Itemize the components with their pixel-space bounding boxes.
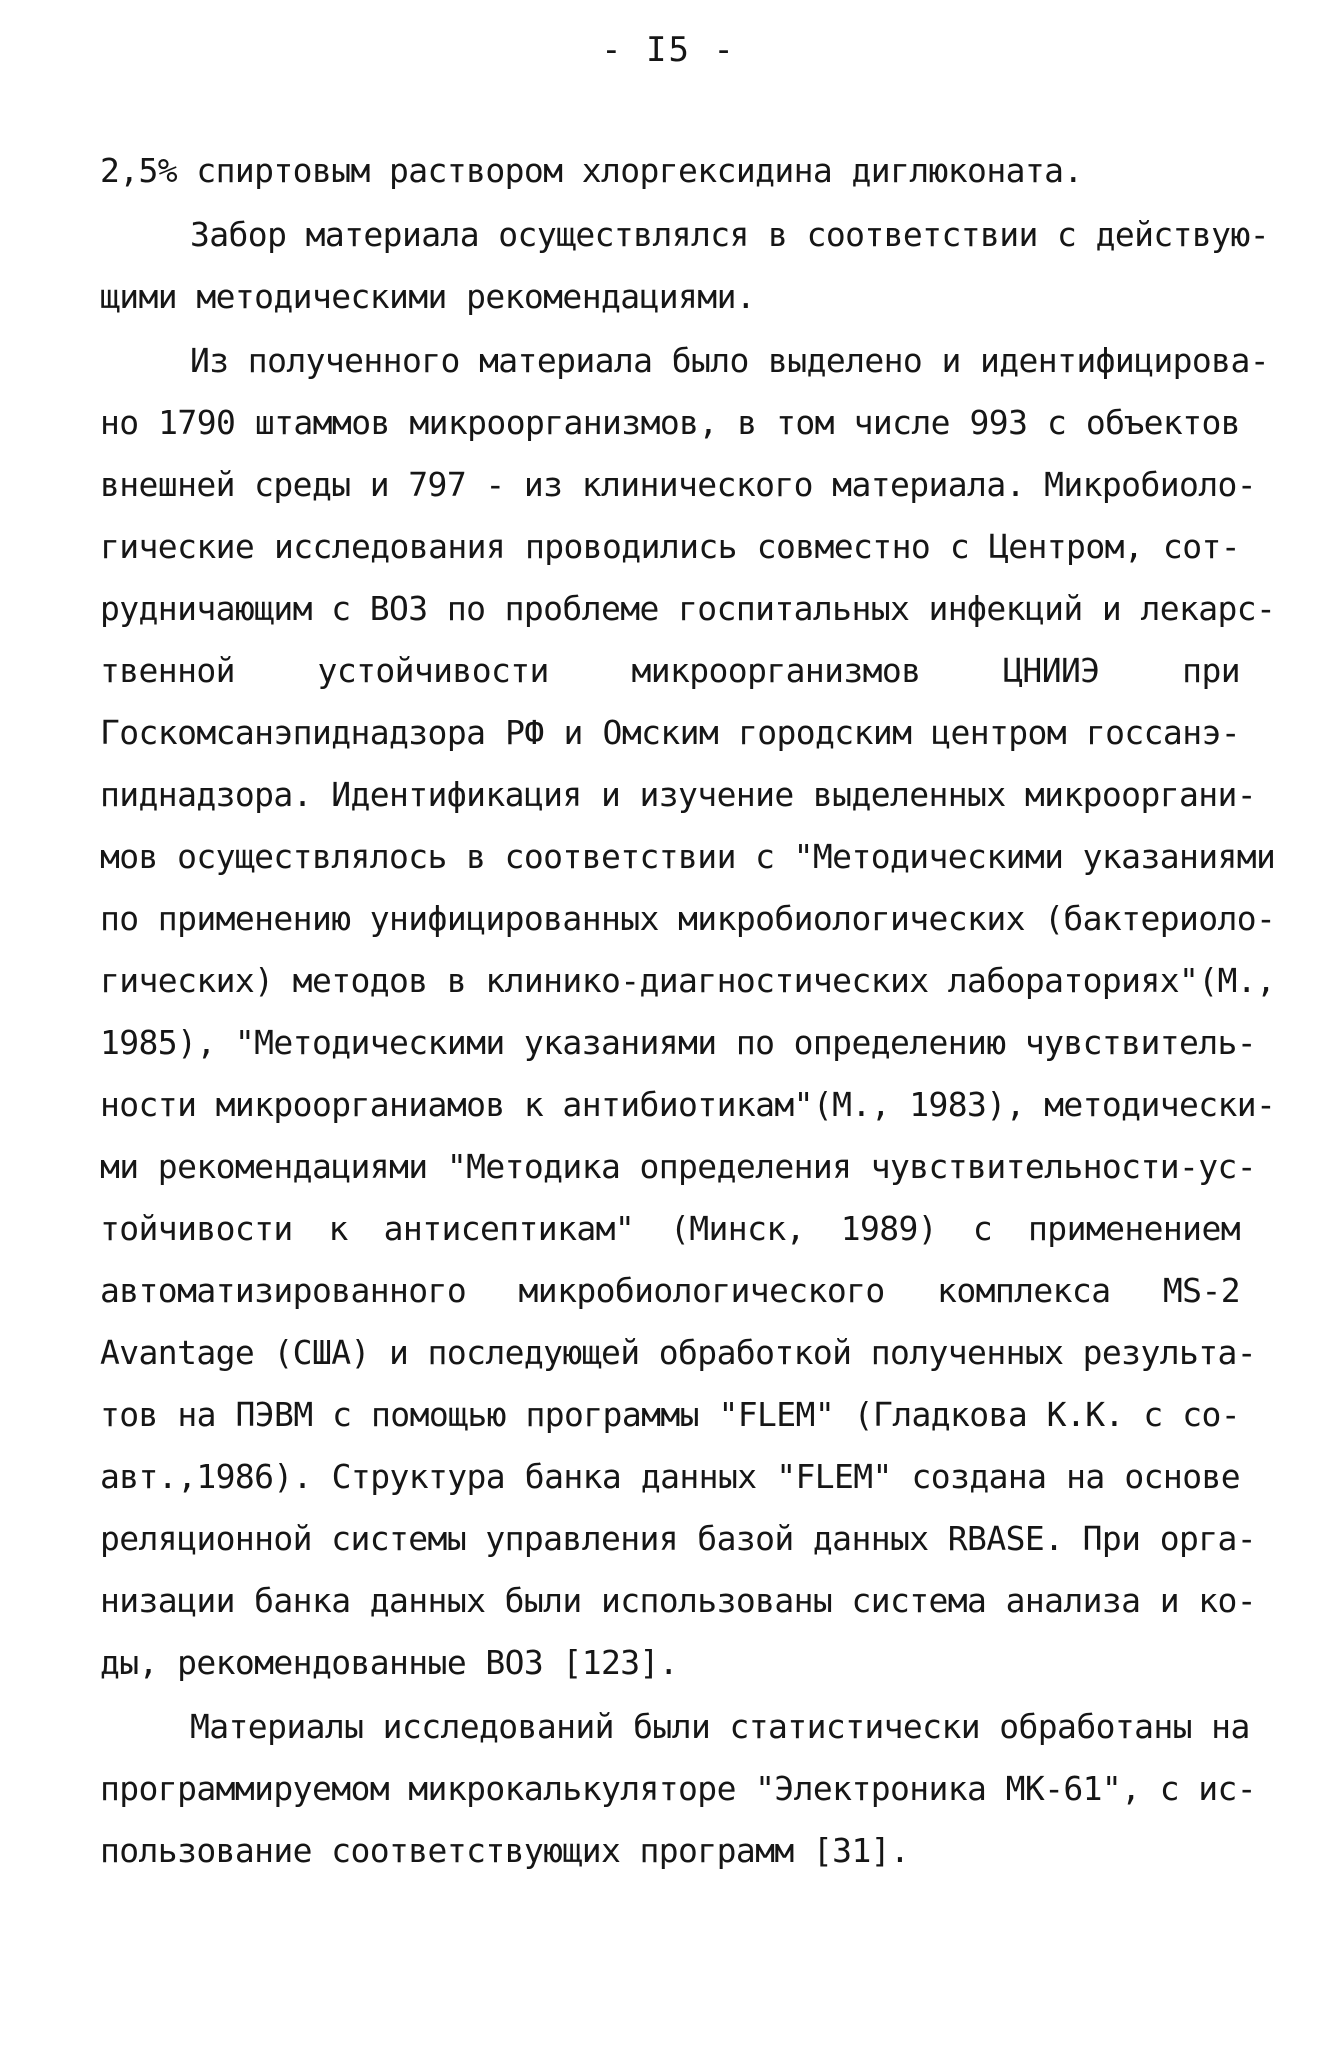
text-line: внешней среды и 797 - из клинического материала. Микробиоло- bbox=[100, 465, 1257, 504]
text-line: Материалы исследований были статистически обработаны на bbox=[190, 1707, 1250, 1746]
text-line: пиднадзора. Идентификация и изучение выделенных микрооргани- bbox=[100, 775, 1257, 814]
text-line: по применению унифицированных микробиологических (бактериоло- bbox=[100, 899, 1276, 938]
text-line: рудничающим с ВОЗ по проблеме госпитальных инфекций и лекарс- bbox=[100, 589, 1276, 628]
text-line: тов на ПЭВМ с помощью программы "FLEM" (Гладкова К.К. с со- bbox=[100, 1395, 1240, 1434]
text-line: мов осуществлялось в соответствии с "Методическими указаниями bbox=[100, 837, 1276, 876]
text-line: авт.,1986). Структура банка данных "FLEM" создана на основе bbox=[100, 1457, 1240, 1496]
text-line: гических) методов в клинико-диагностических лабораториях"(М., bbox=[100, 961, 1276, 1000]
text-line: ности микроорганиамов к антибиотикам"(М., 1983), методически- bbox=[100, 1085, 1276, 1124]
text-line: но 1790 штаммов микроорганизмов, в том числе 993 с объектов bbox=[100, 403, 1240, 442]
text-line: пользование соответствующих программ [31]. bbox=[100, 1831, 910, 1870]
text-line: низации банка данных были использованы система анализа и ко- bbox=[100, 1581, 1257, 1620]
text-line: Из полученного материала было выделено и идентифицирова- bbox=[190, 341, 1269, 380]
text-line: Госкомсанэпиднадзора РФ и Омским городским центром госсанэ- bbox=[100, 713, 1240, 752]
text-line: автоматизированного микробиологического комплекса MS-2 bbox=[100, 1271, 1240, 1310]
text-line: реляционной системы управления базой данных RBASE. При орга- bbox=[100, 1519, 1257, 1558]
text-line: программируемом микрокалькуляторе "Электроника МК-61", с ис- bbox=[100, 1769, 1257, 1808]
page-number: - I5 - bbox=[601, 30, 736, 70]
text-line: твенной устойчивости микроорганизмов ЦНИИЭ при bbox=[100, 651, 1240, 690]
text-line: тойчивости к антисептикам" (Минск, 1989) с применением bbox=[100, 1209, 1240, 1248]
text-line: 2,5% спиртовым раствором хлоргексидина диглюконата. bbox=[100, 151, 1083, 190]
text-line: ми рекомендациями "Методика определения чувствительности-ус- bbox=[100, 1147, 1257, 1186]
text-line: гические исследования проводились совместно с Центром, сот- bbox=[100, 527, 1240, 566]
document-body bbox=[100, 140, 1276, 1882]
text-line: 1985), "Методическими указаниями по определению чувствитель- bbox=[100, 1023, 1257, 1062]
text-line: ды, рекомендованные ВОЗ [123]. bbox=[100, 1643, 679, 1682]
text-line: Забор материала осуществлялся в соответствии с действую- bbox=[190, 215, 1269, 254]
text-line: щими методическими рекомендациями. bbox=[100, 277, 756, 316]
text-line: Avantage (США) и последующей обработкой полученных результа- bbox=[100, 1333, 1257, 1372]
